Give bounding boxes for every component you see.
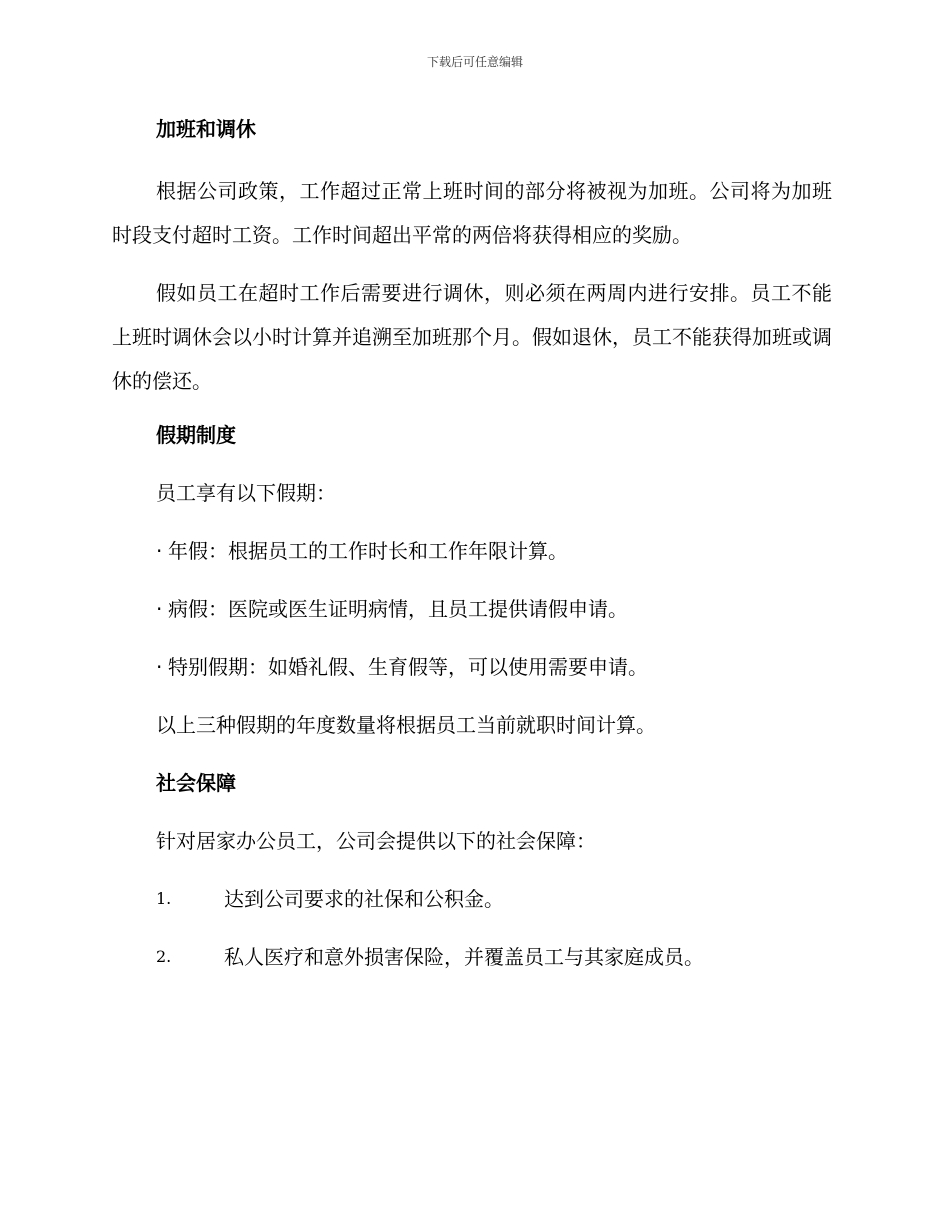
section-heading-social: 社会保障	[156, 771, 236, 795]
leave-bullet-text: 年假：根据员工的工作时长和工作年限计算。	[168, 539, 568, 563]
bullet-dot: ·	[156, 655, 163, 679]
list-item-text: 私人医疗和意外损害保险，并覆盖员工与其家庭成员。	[224, 945, 704, 969]
list-item-text: 达到公司要求的社保和公积金。	[224, 887, 504, 911]
leave-intro: 员工享有以下假期：	[156, 481, 336, 505]
leave-bullet-item	[156, 649, 832, 685]
bullet-dot: ·	[156, 597, 163, 621]
section-heading-leave: 假期制度	[156, 423, 236, 447]
overtime-paragraph-2: 假如员工在超时工作后需要进行调休，则必须在两周内进行安排。员工不能上班时调休会以小时计算并追溯至加班那个月。假如退休，员工不能获得加班或调休的偿还。	[112, 281, 832, 393]
page-header: 下载后可任意编辑	[426, 55, 523, 69]
leave-closing: 以上三种假期的年度数量将根据员工当前就职时间计算。	[156, 713, 656, 737]
leave-bullet-item	[156, 533, 832, 569]
leave-bullet-item	[156, 591, 832, 627]
social-list-item	[156, 881, 832, 917]
list-number: 2.	[156, 947, 172, 966]
section-heading-overtime: 加班和调休	[156, 117, 256, 141]
list-number: 1.	[156, 889, 172, 908]
leave-bullet-text: 病假：医院或医生证明病情，且员工提供请假申请。	[168, 597, 628, 621]
bullet-dot: ·	[156, 539, 163, 563]
overtime-paragraph-1: 根据公司政策，工作超过正常上班时间的部分将被视为加班。公司将为加班时段支付超时工资。工作时间超出平常的两倍将获得相应的奖励。	[112, 179, 832, 247]
leave-bullet-text: 特别假期：如婚礼假、生育假等，可以使用需要申请。	[168, 655, 648, 679]
social-intro: 针对居家办公员工，公司会提供以下的社会保障：	[156, 829, 596, 853]
social-list-item	[156, 939, 832, 975]
document-body	[112, 111, 832, 975]
